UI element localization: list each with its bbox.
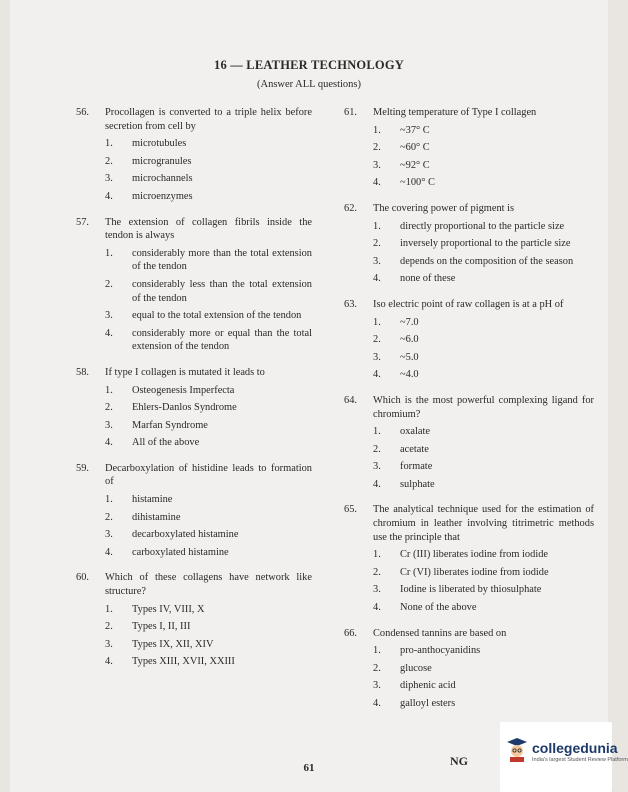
option-number: 2. — [373, 334, 381, 346]
question-text: The extension of collagen fibrils inside the tendon is always — [105, 216, 312, 242]
question-65 — [344, 503, 594, 614]
option-number: 3. — [373, 351, 381, 363]
option-number: 3. — [105, 419, 113, 431]
question-text: Decarboxylation of histidine leads to formation of — [105, 462, 312, 488]
question-text: The analytical technique used for the estimation of chromium in leather involving titrimetric methods use the principle that — [373, 504, 594, 543]
option-number: 2. — [105, 155, 113, 167]
option-item — [344, 601, 594, 615]
option-text: diphenic acid — [400, 680, 456, 692]
option-text: None of the above — [400, 602, 477, 614]
question-number: 58. — [76, 366, 89, 378]
option-item — [76, 190, 312, 204]
option-list — [76, 384, 312, 450]
option-number: 1. — [373, 549, 381, 561]
option-text: ~7.0 — [400, 316, 419, 328]
option-text: glucose — [400, 662, 432, 674]
option-text: considerably more than the total extension of the tendon — [132, 247, 312, 273]
option-number: 4. — [105, 656, 113, 668]
option-list — [344, 124, 594, 190]
option-item — [344, 176, 594, 190]
question-number: 64. — [344, 394, 357, 406]
option-number: 2. — [373, 142, 381, 154]
option-item — [344, 548, 594, 562]
option-list — [76, 493, 312, 559]
question-59 — [76, 462, 312, 560]
option-text: ~60° C — [400, 142, 430, 154]
option-number: 4. — [373, 478, 381, 490]
option-text: equal to the total extension of the tendon — [132, 310, 302, 322]
graduate-icon — [506, 736, 528, 762]
option-item — [344, 679, 594, 693]
option-text: microgranules — [132, 155, 192, 167]
question-66 — [344, 627, 594, 711]
option-number: 4. — [373, 273, 381, 285]
question-number: 63. — [344, 298, 357, 310]
option-number: 3. — [105, 529, 113, 541]
option-number: 2. — [373, 566, 381, 578]
option-item — [344, 124, 594, 138]
option-text: Types IV, VIII, X — [132, 603, 205, 615]
question-56 — [76, 106, 312, 204]
option-text: considerably more or equal than the total extension of the tendon — [132, 327, 312, 353]
option-number: 4. — [373, 602, 381, 614]
option-item — [76, 603, 312, 617]
option-text: oxalate — [400, 426, 430, 438]
question-64 — [344, 394, 594, 492]
option-number: 3. — [105, 310, 113, 322]
option-item — [344, 141, 594, 155]
option-list — [344, 644, 594, 710]
question-text: The covering power of pigment is — [373, 202, 515, 214]
watermark-brand: collegedunia — [532, 740, 618, 756]
option-item — [76, 493, 312, 507]
collegedunia-watermark — [500, 722, 628, 792]
section-subtitle: (Answer ALL questions) — [256, 79, 361, 90]
option-item — [76, 172, 312, 186]
option-item — [76, 137, 312, 151]
left-column — [76, 106, 312, 681]
question-number: 57. — [76, 216, 89, 228]
option-text: Cr (VI) liberates iodine from iodide — [400, 566, 549, 578]
question-text: Which of these collagens have network like structure? — [105, 572, 312, 598]
question-58 — [76, 366, 312, 450]
question-text: Which is the most powerful complexing ligand for chromium? — [373, 394, 594, 420]
option-item — [344, 159, 594, 173]
option-text: ~92° C — [400, 159, 430, 171]
option-item — [76, 511, 312, 525]
option-number: 4. — [373, 698, 381, 709]
option-number: 2. — [105, 278, 113, 290]
question-number: 56. — [76, 107, 89, 118]
option-text: acetate — [400, 443, 429, 455]
option-text: All of the above — [132, 437, 200, 449]
option-number: 3. — [105, 638, 113, 650]
option-item — [344, 425, 594, 439]
booklet-code: NG — [450, 754, 468, 768]
option-number: 1. — [105, 247, 113, 259]
option-list — [344, 425, 594, 491]
option-number: 4. — [105, 546, 113, 558]
question-text: If type I collagen is mutated it leads to — [105, 366, 265, 378]
option-text: carboxylated histamine — [132, 546, 229, 558]
option-number: 1. — [373, 645, 381, 657]
question-60 — [76, 571, 312, 669]
option-text: microtubules — [132, 138, 187, 150]
option-item — [76, 155, 312, 169]
option-number: 4. — [105, 190, 113, 202]
option-list — [76, 603, 312, 669]
option-text: directly proportional to the particle size — [400, 220, 565, 232]
option-text: none of these — [400, 273, 456, 285]
option-number: 1. — [373, 426, 381, 438]
option-number: 1. — [373, 124, 381, 136]
option-text: microenzymes — [132, 190, 193, 202]
option-number: 3. — [373, 461, 381, 473]
question-63 — [344, 298, 594, 382]
option-text: ~6.0 — [400, 334, 419, 346]
question-62 — [344, 202, 594, 286]
option-number: 1. — [105, 603, 113, 615]
option-text: microchannels — [132, 173, 193, 185]
option-item — [344, 697, 594, 711]
question-number: 66. — [344, 627, 357, 639]
option-number: 4. — [105, 327, 113, 339]
option-item — [344, 662, 594, 676]
question-text: Condensed tannins are based on — [373, 627, 507, 639]
option-text: ~100° C — [400, 177, 435, 189]
option-item — [344, 583, 594, 597]
option-item — [344, 316, 594, 330]
option-text: sulphate — [400, 478, 435, 490]
option-text: galloyl esters — [400, 698, 456, 709]
option-text: Types I, II, III — [132, 621, 191, 633]
question-number: 60. — [76, 572, 89, 584]
option-text: pro-anthocyanidins — [400, 645, 481, 657]
option-text: decarboxylated histamine — [132, 529, 239, 541]
option-item — [344, 368, 594, 382]
option-number: 2. — [373, 443, 381, 455]
option-list — [344, 220, 594, 286]
option-text: Ehlers-Danlos Syndrome — [132, 402, 237, 414]
option-text: Cr (III) liberates iodine from iodide — [400, 549, 549, 561]
option-text: dihistamine — [132, 511, 181, 523]
question-number: 61. — [344, 107, 357, 118]
question-number: 65. — [344, 504, 357, 516]
option-item — [76, 655, 312, 669]
option-item — [344, 237, 594, 251]
option-number: 2. — [373, 662, 381, 674]
option-list — [76, 137, 312, 203]
option-number: 3. — [373, 159, 381, 171]
question-57 — [76, 216, 312, 354]
option-item — [76, 384, 312, 398]
option-number: 3. — [105, 173, 113, 185]
option-item — [76, 528, 312, 542]
option-number: 2. — [373, 238, 381, 250]
option-number: 1. — [105, 384, 113, 396]
option-text: formate — [400, 461, 433, 473]
watermark-tagline: India's largest Student Review Platform — [532, 757, 628, 763]
option-item — [76, 309, 312, 323]
question-text: Iso electric point of raw collagen is at a pH of — [373, 298, 564, 310]
option-item — [344, 255, 594, 269]
option-number: 3. — [373, 255, 381, 267]
question-61 — [344, 106, 594, 190]
option-list — [76, 247, 312, 354]
option-item — [344, 272, 594, 286]
option-item — [344, 443, 594, 457]
question-number: 59. — [76, 462, 89, 474]
option-list — [344, 316, 594, 382]
option-number: 3. — [373, 680, 381, 692]
option-number: 1. — [105, 494, 113, 506]
option-item — [76, 546, 312, 560]
option-text: inversely proportional to the particle size — [400, 238, 571, 250]
option-item — [76, 278, 312, 305]
question-number: 62. — [344, 202, 357, 214]
option-text: ~5.0 — [400, 351, 419, 363]
option-number: 1. — [373, 316, 381, 328]
section-title: 16 — LEATHER TECHNOLOGY — [214, 58, 404, 72]
option-item — [344, 220, 594, 234]
option-item — [76, 247, 312, 274]
option-number: 2. — [105, 621, 113, 633]
option-number: 4. — [373, 369, 381, 381]
page-number: 61 — [303, 762, 315, 774]
option-item — [344, 478, 594, 492]
option-text: ~4.0 — [400, 369, 419, 381]
option-number: 2. — [105, 402, 113, 414]
option-number: 3. — [373, 584, 381, 596]
option-text: depends on the composition of the season — [400, 255, 574, 267]
option-number: 1. — [105, 138, 113, 150]
option-item — [76, 327, 312, 354]
option-text: Types XIII, XVII, XXIII — [132, 656, 235, 668]
option-item — [76, 620, 312, 634]
option-text: histamine — [132, 494, 173, 506]
option-text: ~37° C — [400, 124, 430, 136]
option-text: Osteogenesis Imperfecta — [132, 384, 235, 396]
option-item — [344, 351, 594, 365]
exam-page — [10, 0, 608, 792]
option-item — [76, 419, 312, 433]
question-text: Procollagen is converted to a triple helix before secretion from cell by — [105, 107, 312, 132]
option-list — [344, 548, 594, 614]
option-text: Types IX, XII, XIV — [132, 638, 214, 650]
option-number: 2. — [105, 511, 113, 523]
option-text: considerably less than the total extension of the tendon — [132, 278, 312, 304]
option-item — [76, 638, 312, 652]
right-column — [344, 106, 594, 723]
option-number: 4. — [105, 437, 113, 449]
option-number: 1. — [373, 220, 381, 232]
question-text: Melting temperature of Type I collagen — [373, 107, 537, 118]
option-item — [76, 401, 312, 415]
option-text: Marfan Syndrome — [132, 419, 208, 431]
option-item — [344, 644, 594, 658]
option-number: 4. — [373, 177, 381, 189]
option-item — [344, 566, 594, 580]
option-text: Iodine is liberated by thiosulphate — [400, 584, 542, 596]
option-item — [344, 460, 594, 474]
option-item — [344, 333, 594, 347]
option-item — [76, 436, 312, 450]
